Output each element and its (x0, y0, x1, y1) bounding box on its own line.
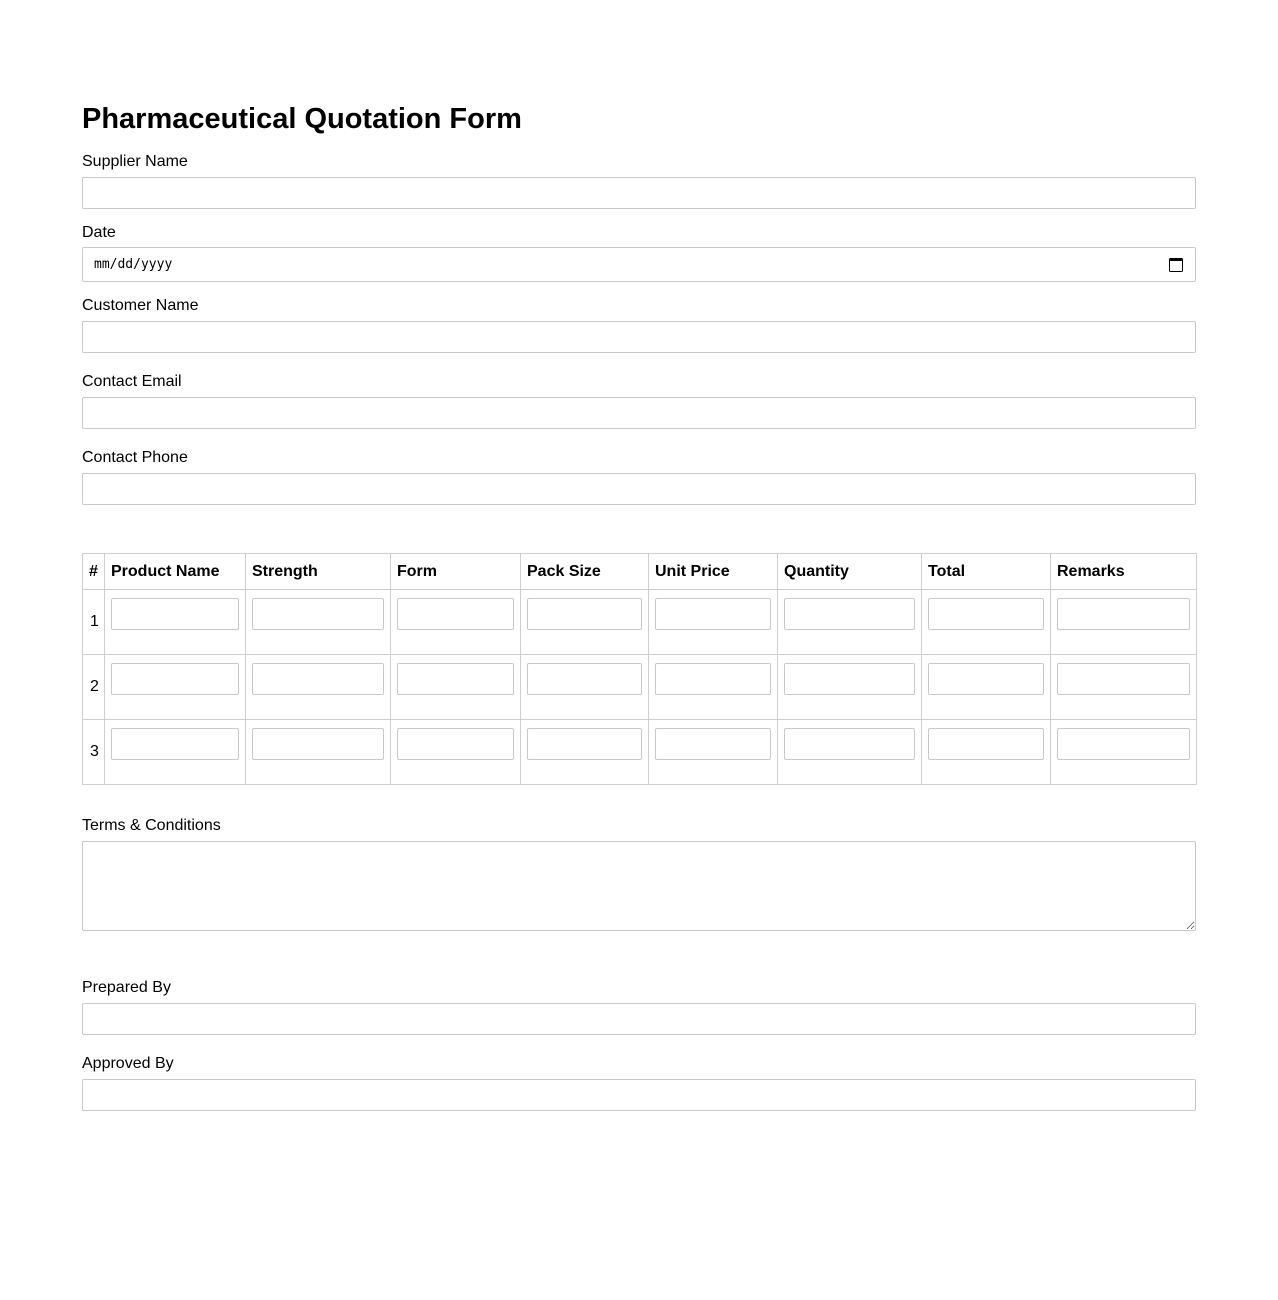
column-header-number: # (83, 554, 105, 590)
terms-textarea[interactable] (82, 841, 1196, 931)
quotation-form (82, 100, 1196, 1111)
terms-label: Terms & Conditions (82, 817, 221, 834)
unit-price-input[interactable] (655, 728, 771, 760)
date-label: Date (82, 224, 116, 241)
strength-input[interactable] (252, 663, 384, 695)
approved-by-input[interactable] (82, 1079, 1196, 1111)
form-input[interactable] (397, 598, 514, 630)
product-name-input[interactable] (111, 728, 239, 760)
row-number: 2 (83, 655, 105, 720)
page-title: Pharmaceutical Quotation Form (82, 103, 522, 135)
contact-phone-label: Contact Phone (82, 449, 188, 466)
total-input[interactable] (928, 663, 1044, 695)
table-row (83, 655, 1197, 720)
products-table (82, 553, 1197, 785)
contact-phone-input[interactable] (82, 473, 1196, 505)
unit-price-input[interactable] (655, 598, 771, 630)
table-row (83, 590, 1197, 655)
product-name-input[interactable] (111, 663, 239, 695)
remarks-input[interactable] (1057, 663, 1190, 695)
strength-input[interactable] (252, 728, 384, 760)
form-input[interactable] (397, 663, 514, 695)
pack-size-input[interactable] (527, 728, 642, 760)
column-header-total: Total (922, 554, 1051, 590)
total-input[interactable] (928, 728, 1044, 760)
quantity-input[interactable] (784, 663, 915, 695)
column-header-remarks: Remarks (1051, 554, 1197, 590)
column-header-strength: Strength (246, 554, 391, 590)
customer-name-label: Customer Name (82, 297, 199, 314)
remarks-input[interactable] (1057, 728, 1190, 760)
quantity-input[interactable] (784, 598, 915, 630)
unit-price-input[interactable] (655, 663, 771, 695)
remarks-input[interactable] (1057, 598, 1190, 630)
form-input[interactable] (397, 728, 514, 760)
supplier-name-input[interactable] (82, 177, 1196, 209)
supplier-name-label: Supplier Name (82, 153, 188, 170)
contact-email-input[interactable] (82, 397, 1196, 429)
product-name-input[interactable] (111, 598, 239, 630)
table-row (83, 720, 1197, 785)
quantity-input[interactable] (784, 728, 915, 760)
approved-by-label: Approved By (82, 1055, 174, 1072)
row-number: 1 (83, 590, 105, 655)
row-number: 3 (83, 720, 105, 785)
column-header-form: Form (391, 554, 521, 590)
customer-name-input[interactable] (82, 321, 1196, 353)
column-header-pack-size: Pack Size (521, 554, 649, 590)
table-header-row (83, 554, 1197, 590)
pack-size-input[interactable] (527, 663, 642, 695)
strength-input[interactable] (252, 598, 384, 630)
date-input[interactable] (82, 247, 1196, 282)
column-header-product-name: Product Name (105, 554, 246, 590)
calendar-icon[interactable] (1169, 258, 1183, 272)
prepared-by-label: Prepared By (82, 979, 171, 996)
column-header-quantity: Quantity (778, 554, 922, 590)
total-input[interactable] (928, 598, 1044, 630)
prepared-by-input[interactable] (82, 1003, 1196, 1035)
date-placeholder: mm/dd/yyyy (94, 257, 173, 272)
contact-email-label: Contact Email (82, 373, 182, 390)
pack-size-input[interactable] (527, 598, 642, 630)
column-header-unit-price: Unit Price (649, 554, 778, 590)
